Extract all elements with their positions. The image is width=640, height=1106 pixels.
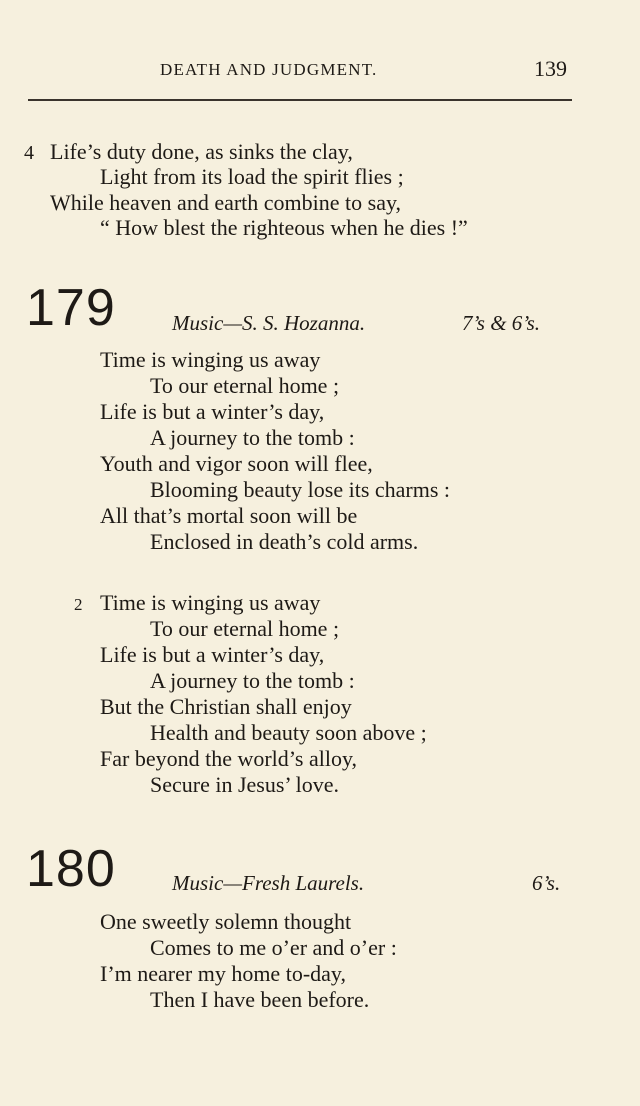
meter: 7’s & 6’s.: [462, 311, 541, 335]
verse-line: To our eternal home ;: [150, 373, 340, 398]
verse-line: Blooming beauty lose its charms :: [150, 477, 451, 502]
verse-line: One sweetly solemn thought: [100, 909, 352, 934]
verse-line: But the Christian shall enjoy: [100, 694, 352, 719]
verse-line: Then I have been before.: [150, 987, 370, 1012]
verse-line: Light from its load the spirit flies ;: [100, 164, 404, 189]
verse-line: Life is but a winter’s day,: [100, 399, 325, 424]
verse-line: A journey to the tomb :: [150, 425, 355, 450]
verse-line: Far beyond the world’s alloy,: [100, 746, 358, 771]
verse-line: Comes to me o’er and o’er :: [150, 935, 397, 960]
verse-line: Secure in Jesus’ love.: [150, 772, 339, 797]
running-head: DEATH AND JUDGMENT.: [160, 60, 378, 79]
verse-line: Life is but a winter’s day,: [100, 642, 325, 667]
hymn-number: 180: [26, 840, 116, 898]
hymn-number: 179: [26, 279, 116, 337]
verse-number: 4: [24, 142, 34, 164]
verse-line: Time is winging us away: [100, 590, 321, 615]
verse-line: While heaven and earth combine to say,: [50, 190, 402, 215]
verse-line: To our eternal home ;: [150, 616, 340, 641]
verse-number: 2: [74, 595, 83, 614]
verse-line: Health and beauty soon above ;: [150, 720, 427, 745]
header-rule: [28, 99, 572, 101]
verse-line: Enclosed in death’s cold arms.: [150, 529, 419, 554]
tune-name: Music—S. S. Hozanna.: [172, 311, 366, 335]
verse-line: “ How blest the righteous when he dies !”: [100, 215, 468, 240]
page-number: 139: [534, 56, 567, 81]
verse-line: Time is winging us away: [100, 347, 321, 372]
verse-line: A journey to the tomb :: [150, 668, 355, 693]
verse-line: All that’s mortal soon will be: [100, 503, 358, 528]
verse-line: Life’s duty done, as sinks the clay,: [50, 139, 353, 164]
meter: 6’s.: [532, 871, 561, 895]
tune-name: Music—Fresh Laurels.: [172, 871, 365, 895]
verse-line: I’m nearer my home to-day,: [100, 961, 346, 986]
verse-line: Youth and vigor soon will flee,: [100, 451, 373, 476]
